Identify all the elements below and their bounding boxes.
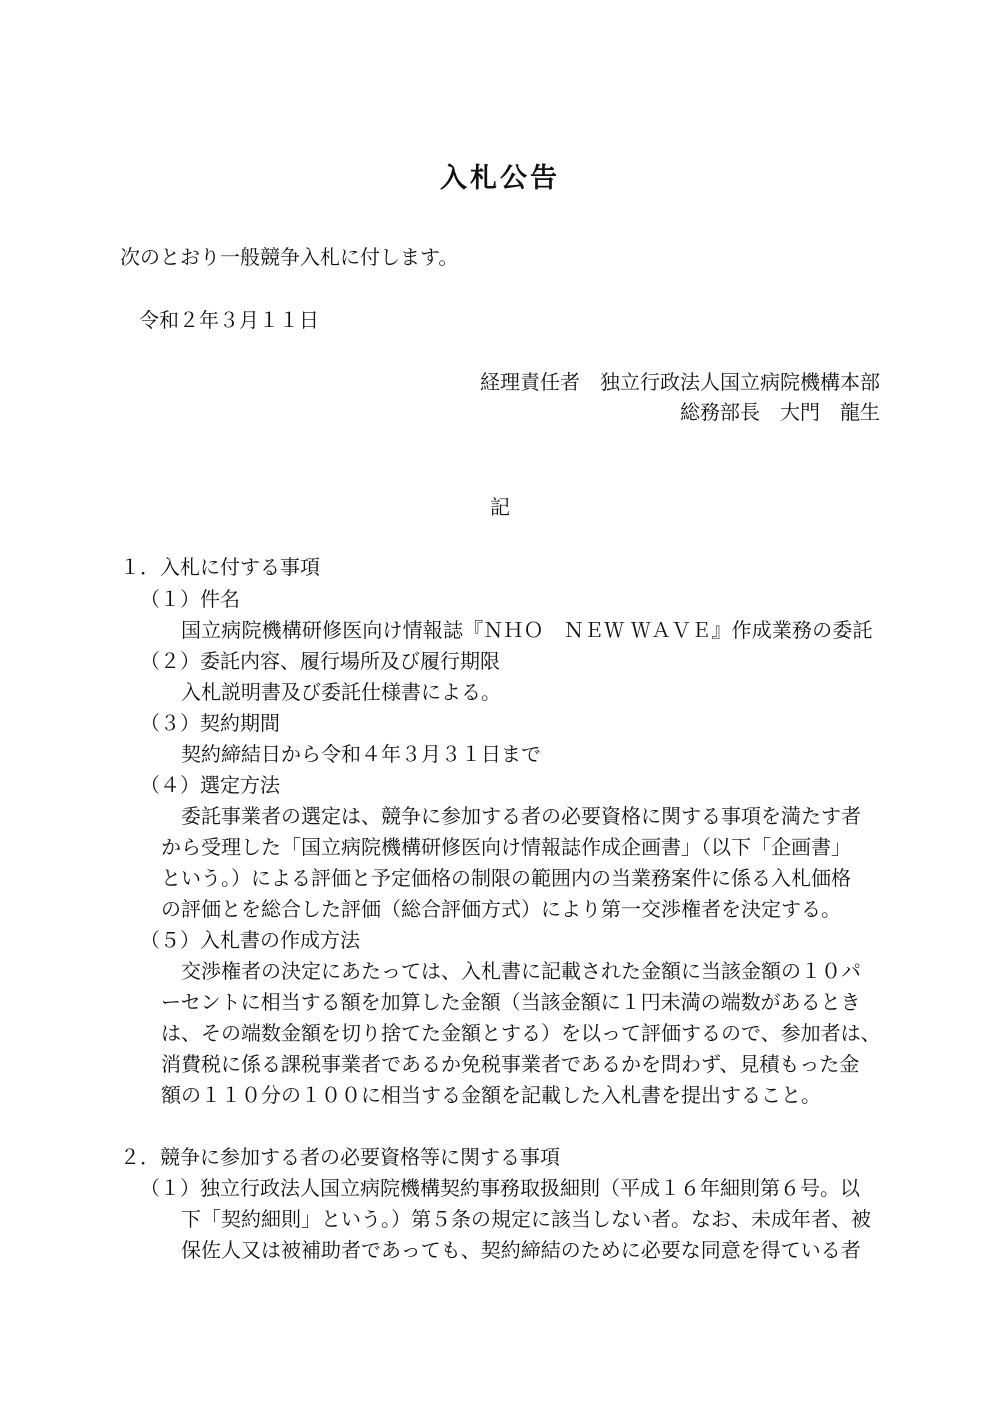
item-2-1-line: 保佐人又は被補助者であっても、契約締結のために必要な同意を得ている者 (181, 1238, 861, 1262)
item-2-1-line: 下「契約細則」という。）第５条の規定に該当しない者。なお、未成年者、被 (181, 1207, 871, 1231)
item-1-5-line: 消費税に係る課税事業者であるか免税事業者であるかを問わず、見積もった金 (161, 1052, 860, 1076)
item-1-5-line: 額の１１０分の１００に相当する金額を記載した入札書を提出すること。 (161, 1083, 821, 1107)
item-1-4-line: という。）による評価と予定価格の制限の範囲内の当業務案件に係る入札価格 (161, 866, 851, 890)
ki-heading: 記 (490, 495, 510, 519)
issuer-line-1: 経理責任者 独立行政法人国立病院機構本部 (480, 370, 880, 394)
section-2-heading: ２．競争に参加する者の必要資格等に関する事項 (120, 1145, 560, 1169)
item-1-1-body: 国立病院機構研修医向け情報誌『ＮＨＯ ＮＥＷ ＷＡＶＥ』作成業務の委託 (181, 618, 873, 642)
item-1-5-heading: （５）入札書の作成方法 (140, 928, 360, 952)
item-1-2-heading: （２）委託内容、履行場所及び履行期限 (140, 649, 500, 673)
item-1-4-line: の評価とを総合した評価（総合評価方式）により第一交渉権者を決定する。 (161, 897, 841, 921)
item-1-4-line: から受理した「国立病院機構研修医向け情報誌作成企画書」（以下「企画書」 (161, 835, 851, 859)
item-1-2-body: 入札説明書及び委託仕様書による。 (181, 680, 501, 704)
item-1-5-line: 交渉権者の決定にあたっては、入札書に記載された金額に当該金額の１０パ (181, 959, 861, 983)
item-1-3-heading: （３）契約期間 (140, 711, 280, 735)
item-1-1-heading: （１）件名 (140, 587, 240, 611)
announcement-date: 令和２年３月１１日 (139, 308, 319, 332)
item-1-5-line: は、その端数金額を切り捨てた金額とする）を以って評価するので、参加者は、 (161, 1021, 881, 1045)
section-1-heading: １．入札に付する事項 (120, 555, 320, 579)
intro-text: 次のとおり一般競争入札に付します。 (120, 245, 459, 269)
document-title: 入札公告 (440, 163, 560, 194)
item-1-5-line: ーセントに相当する額を加算した金額（当該金額に１円未満の端数があるとき (161, 990, 861, 1014)
item-1-4-line: 委託事業者の選定は、競争に参加する者の必要資格に関する事項を満たす者 (181, 804, 861, 828)
item-2-1-line: （１）独立行政法人国立病院機構契約事務取扱細則（平成１６年細則第６号。以 (140, 1176, 860, 1200)
issuer-line-2: 総務部長 大門 龍生 (680, 400, 880, 424)
item-1-4-heading: （４）選定方法 (140, 773, 280, 797)
item-1-3-body: 契約締結日から令和４年３月３１日まで (181, 742, 541, 766)
